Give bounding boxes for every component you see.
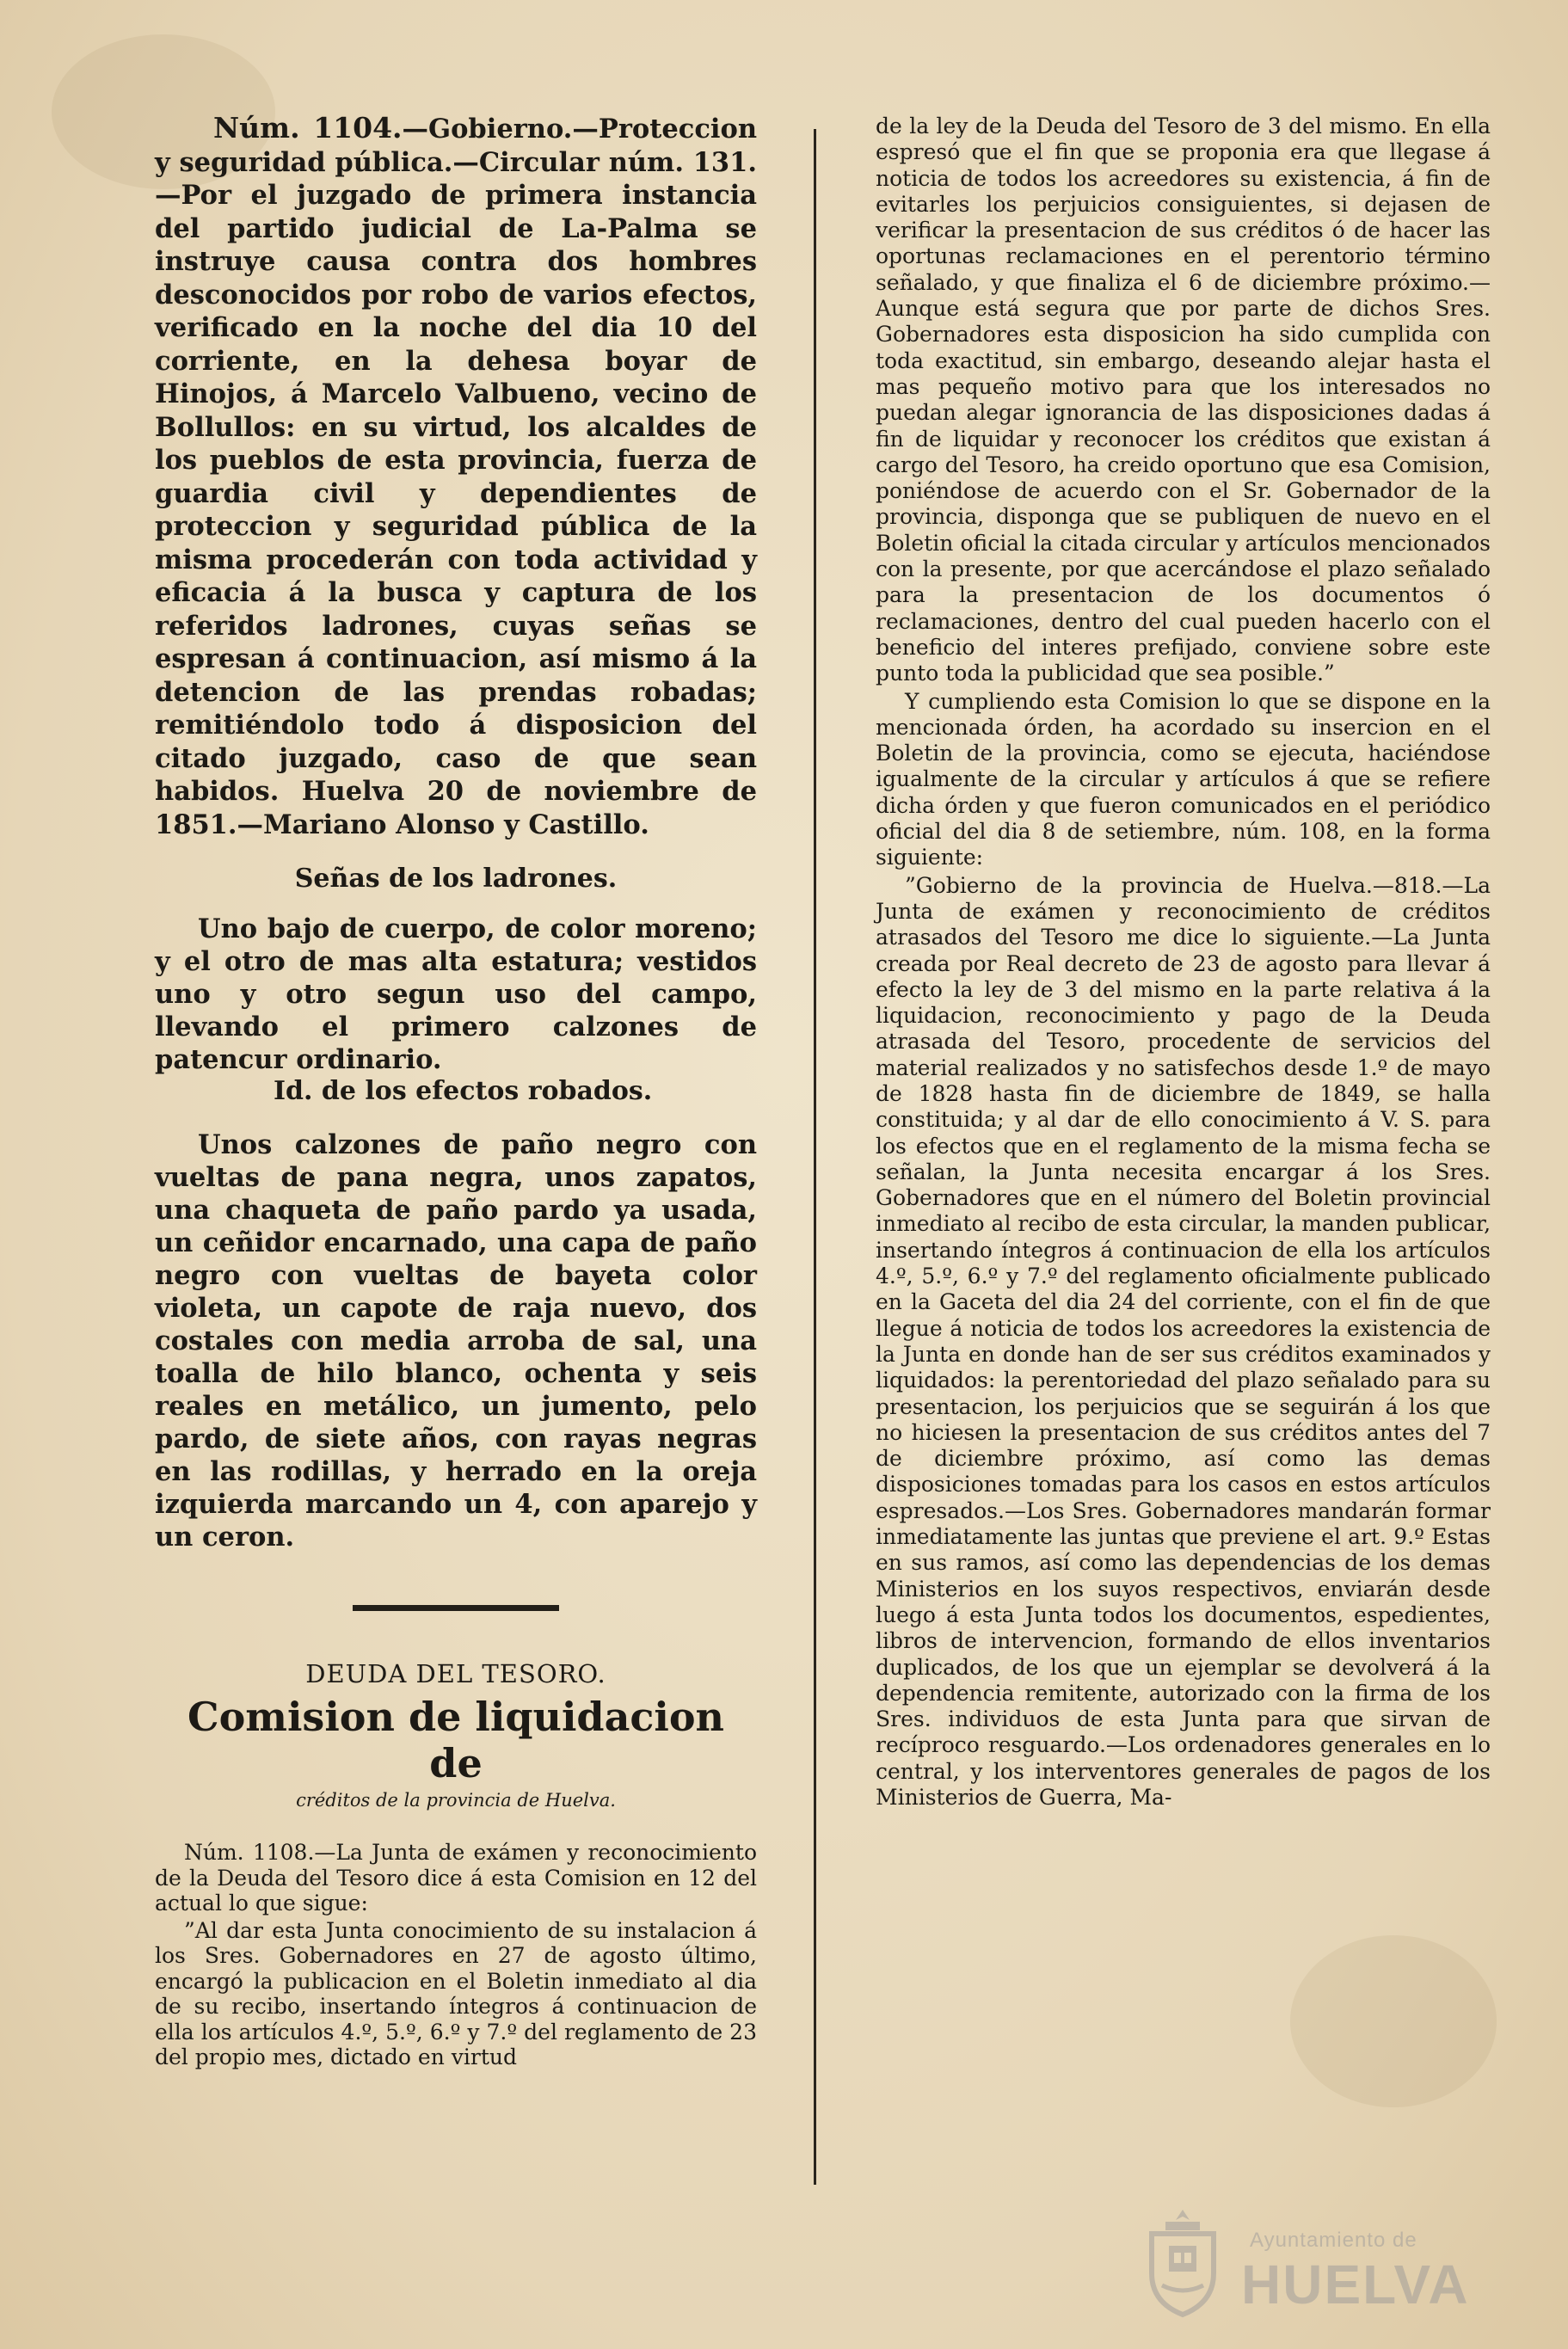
notice-1108: Núm. 1108.—La Junta de exámen y reconocimiento de la Deuda del Tesoro dice á esta Comision en 12 del actual lo que sigue: (155, 1840, 757, 1915)
stolen-items-description: Unos calzones de paño negro con vueltas de pana negra, unos zapatos, una chaqueta de paño pardo ya usada, un ceñidor encarnado, una capa de paño negro con vueltas de bayeta color violeta, un capote de raja nuevo, dos costales con media arroba de sal, una toalla de hilo blanco, ochenta y seis reales en metálico, un jumento, pelo pardo, de siete años, con rayas negras en las rodillas, y herrado en la oreja izquierda marcando un 4, con aparejo y un ceron. (155, 1129, 757, 1553)
section-separator (353, 1605, 559, 1611)
gobierno-circular-818: ”Gobierno de la provincia de Huelva.—818.—La Junta de exámen y reconocimiento de créditos atrasados del Tesoro me dice lo siguiente.—La Junta creada por Real decreto de 23 de agosto para llevar á efecto la ley de 3 del mismo en la parte relativa á la liquidacion, reconocimiento y pago de la Deuda atrasada del Tesoro, procedente de servicios del material realizados y no satisfechos desde 1.º de mayo de 1828 hasta fin de diciembre de 1849, se halla constituida; y al dar de ello conocimiento á V. S. para los efectos que en el reglamento de la misma fecha se señalan, la Junta necesita encargar á los Sres. Gobernadores que en el número del Boletin provincial inmediato al recibo de esta circular, la manden publicar, insertando íntegros á continuacion de ella los artículos 4.º, 5.º, 6.º y 7.º del reglamento oficialmente publicado en la Gaceta del dia 24 del corriente, con el fin de que llegue á noticia de todos los acreedores la existencia de la Junta en donde han de ser sus créditos examinados y liquidados: la perentoriedad del plazo señalado para su presentacion, los perjuicios que se seguirán á los que no hiciesen la presentacion de sus créditos antes del 7 de diciembre próximo, así como las demas disposiciones tomadas para los casos en estos artículos espresados.—Los Sres. Gobernadores mandarán formar inmediatamente las juntas que previene el art. 9.º Estas en sus ramos, así como las dependencias de los demas Ministerios en los suyos respectivos, enviarán desde luego á esta Junta todos los documentos, espedientes, libros de intervencion, formando de ellos inventarios duplicados, de los que un ejemplar se devolverá á la dependencia remitente, autorizado con la firma de los Sres. individuos de esta Junta para que sirvan de recíproco resguardo.—Los ordenadores generales en lo central, y los interventores generales de pagos de los Ministerios de Guerra, Ma- (876, 872, 1491, 1810)
heading-thieves: Señas de los ladrones. (294, 864, 618, 894)
notice-number: Núm. 1104. (213, 111, 403, 145)
section-kicker: DEUDA DEL TESORO. (305, 1659, 606, 1688)
commission-paragraph: Y cumpliendo esta Comision lo que se dispone en la mencionada órden, ha acordado su insercion en el Boletin de la provincia, como se ejecuta, haciéndose igualmente de la circular y artículos á que se refiere dicha órden y que fueron comunicados en el periódico oficial del dia 8 de setiembre, núm. 108, en la forma siguiente: (876, 688, 1491, 870)
junta-quote-start: ”Al dar esta Junta conocimiento de su instalacion á los Sres. Gobernadores en 27 de agosto último, encargó la publicacion en el Boletin inmediato al dia de su recibo, insertando íntegros á continuacion de ella los artículos 4.º, 5.º, 6.º y 7.º del reglamento de 23 del propio mes, dictado en virtud (155, 1917, 757, 2069)
ayuntamiento-watermark (1140, 2199, 1501, 2328)
watermark-line-1: Ayuntamiento de (1250, 2229, 1417, 2252)
section-subtitle: créditos de la provincia de Huelva. (296, 1790, 616, 1811)
heading-stolen-items: Id. de los efectos robados. (274, 1076, 653, 1106)
left-column (155, 112, 757, 2070)
paper-stain (1290, 1935, 1497, 2107)
notice-1104 (155, 112, 757, 841)
right-column (876, 114, 1491, 1811)
column-divider (814, 129, 816, 2185)
watermark-line-2: HUELVA (1241, 2254, 1470, 2315)
coat-of-arms-icon (1140, 2206, 1226, 2318)
junta-quote-continued: de la ley de la Deuda del Tesoro de 3 del mismo. En ella espresó que el fin que se proponia era que llegase á noticia de todos los acreedores su existencia, á fin de evitarles los perjuicios consiguientes, si dejasen de verificar la presentacion de sus créditos ó de hacer las oportunas reclamaciones en el perentorio término señalado, y que finaliza el 6 de diciembre próximo.—Aunque está segura que por parte de dichos Sres. Gobernadores esta disposicion ha sido cumplida con toda exactitud, sin embargo, deseando alejar hasta el mas pequeño motivo para que los interesados no puedan alegar ignorancia de las disposiciones dadas á fin de liquidar y reconocer los créditos que existan á cargo del Tesoro, ha creido oportuno que esa Comision, poniéndose de acuerdo con el Sr. Gobernador de la provincia, disponga que se publiquen de nuevo en el Boletin oficial la citada circular y artículos mencionados con la presente, por que acercándose el plazo señalado para la presentacion de los documentos ó reclamaciones, dentro del cual pueden hacerlo con el beneficio del interes prefijado, conviene sobre este punto toda la publicidad que sea posible.” (876, 114, 1491, 686)
thieves-description: Uno bajo de cuerpo, de color moreno; y el otro de mas alta estatura; vestidos uno y otro segun uso del campo, llevando el primero calzones de patencur ordinario. (155, 913, 757, 1075)
notice-body: —Gobierno.—Proteccion y seguridad pública.—Circular núm. 131.—Por el juzgado de primera instancia del partido judicial de La-Palma se instruye causa contra dos hombres desconocidos por robo de varios efectos, verificado en la noche del dia 10 del corriente, en la dehesa boyar de Hinojos, á Marcelo Valbueno, vecino de Bollullos: en su virtud, los alcaldes de los pueblos de esta provincia, fuerza de guardia civil y dependientes de proteccion y seguridad pública de la misma procederán con toda actividad y eficacia á la busca y captura de los referidos ladrones, cuyas señas se espresan á continuacion, así mismo á la detencion de las prendas robadas; remitiéndolo todo á disposicion del citado juzgado, caso de que sean habidos. Huelva 20 de noviembre de 1851.—Mariano Alonso y Castillo. (155, 114, 757, 840)
section-title: Comision de liquidacion de (187, 1694, 724, 1786)
